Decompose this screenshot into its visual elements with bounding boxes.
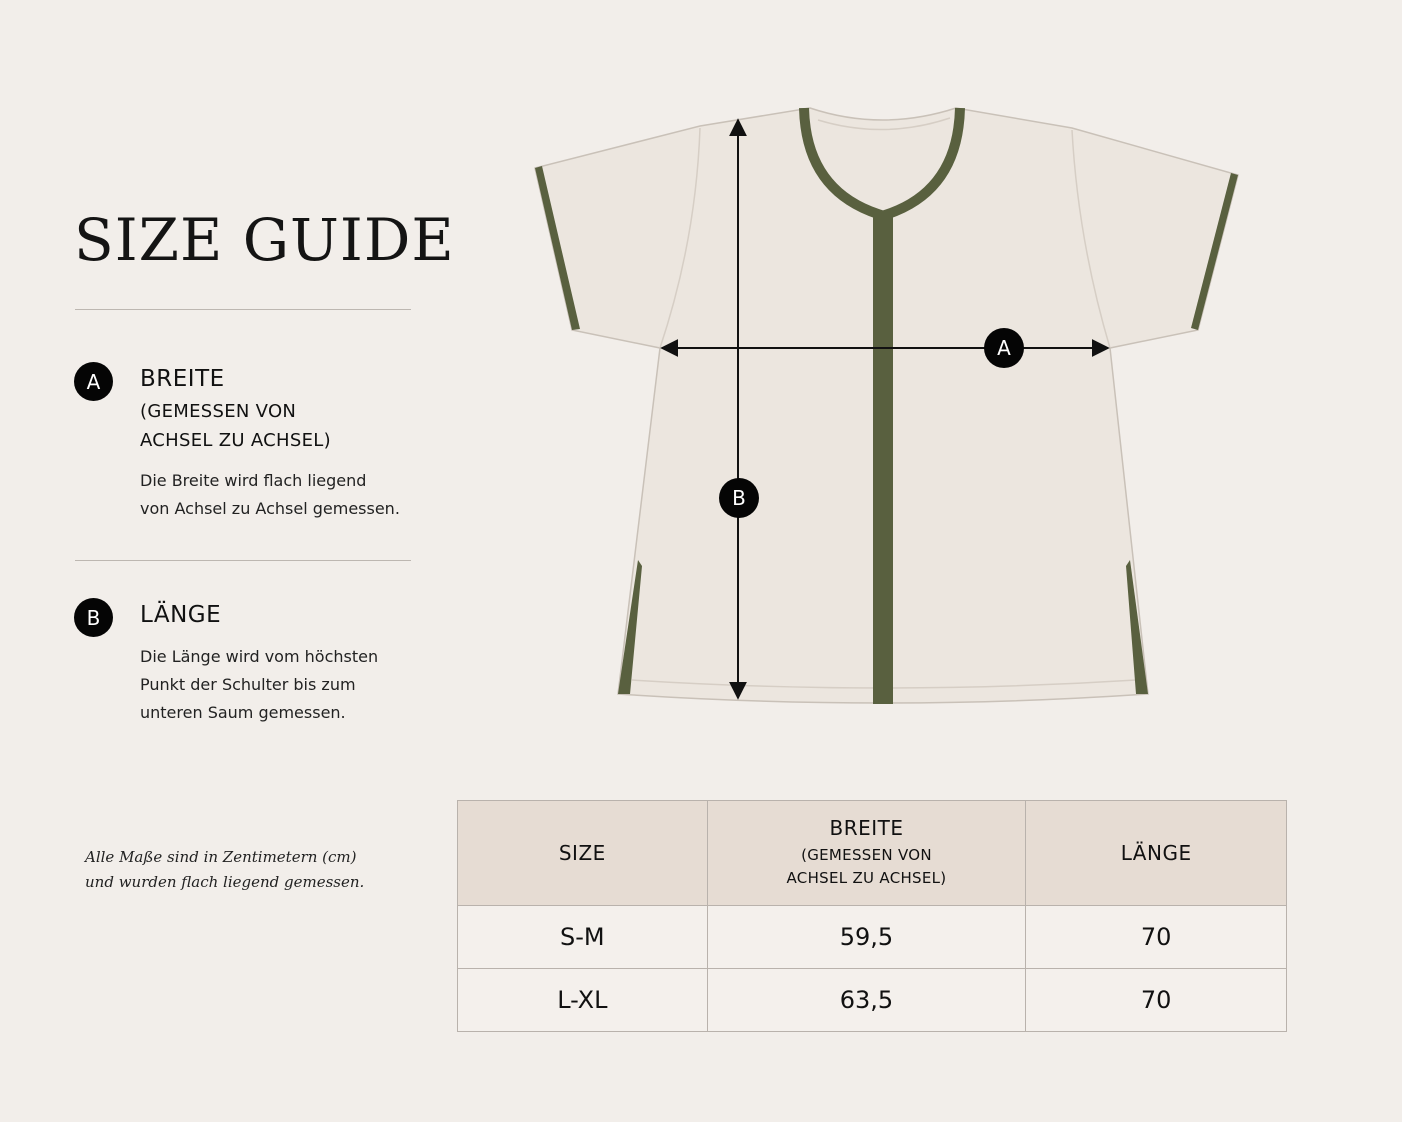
- laenge-description-line: Die Länge wird vom höchsten: [140, 647, 379, 666]
- divider: [75, 560, 411, 561]
- header-size: SIZE: [458, 801, 708, 906]
- measurement-note: [85, 845, 364, 895]
- cell-laenge: 70: [1026, 906, 1287, 969]
- breite-description: [140, 467, 400, 523]
- breite-description-line: Die Breite wird flach liegend: [140, 471, 367, 490]
- cell-breite: 63,5: [707, 969, 1026, 1032]
- header-breite-sub-line: ACHSEL ZU ACHSEL): [786, 869, 947, 887]
- shirt-diagram: [520, 90, 1260, 720]
- header-breite-sub: [708, 844, 1026, 890]
- breite-sublabel-line: ACHSEL ZU ACHSEL): [140, 430, 331, 451]
- breite-sublabel-line: (GEMESSEN VON: [140, 401, 297, 422]
- laenge-description-line: Punkt der Schulter bis zum: [140, 675, 356, 694]
- page-title: SIZE GUIDE: [74, 206, 455, 274]
- laenge-description-line: unteren Saum gemessen.: [140, 703, 346, 722]
- cell-breite: 59,5: [707, 906, 1026, 969]
- header-laenge: LÄNGE: [1026, 801, 1287, 906]
- table-row: [458, 906, 1287, 969]
- cell-size: S-M: [458, 906, 708, 969]
- marker-a-badge: A: [74, 362, 113, 401]
- header-breite-label: BREITE: [829, 816, 904, 840]
- header-breite-sub-line: (GEMESSEN VON: [801, 846, 932, 864]
- width-marker-label: A: [997, 336, 1011, 360]
- breite-label: BREITE: [140, 366, 225, 392]
- table-row: [458, 969, 1287, 1032]
- divider: [75, 309, 411, 310]
- note-line: Alle Maße sind in Zentimetern (cm): [85, 848, 357, 866]
- size-table: [457, 800, 1287, 1032]
- table-header-row: [458, 801, 1287, 906]
- note-line: und wurden flach liegend gemessen.: [85, 873, 365, 891]
- marker-b-badge: B: [74, 598, 113, 637]
- header-breite: [707, 801, 1026, 906]
- laenge-label: LÄNGE: [140, 602, 222, 628]
- breite-sublabel: [140, 397, 331, 455]
- breite-description-line: von Achsel zu Achsel gemessen.: [140, 499, 400, 518]
- length-marker-label: B: [732, 486, 746, 510]
- laenge-description: [140, 643, 378, 727]
- cell-size: L-XL: [458, 969, 708, 1032]
- cell-laenge: 70: [1026, 969, 1287, 1032]
